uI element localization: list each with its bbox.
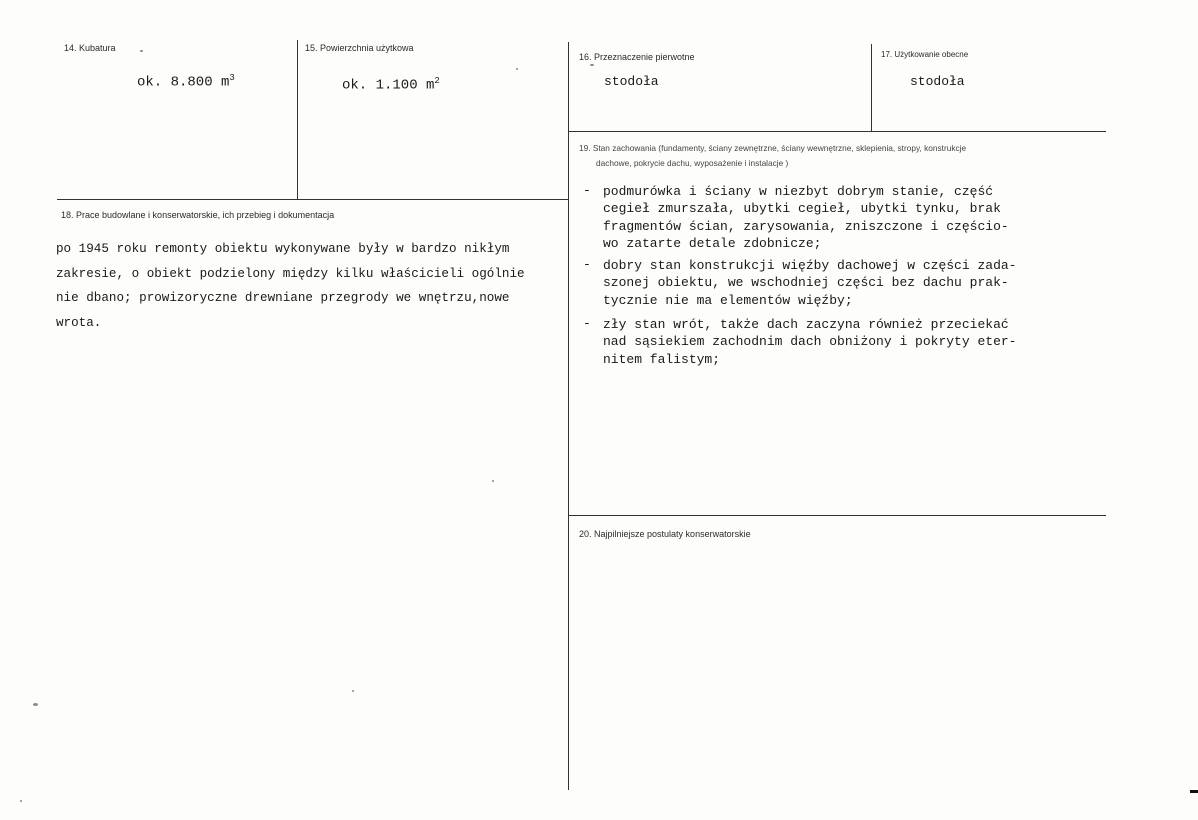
field-19-item-line: tycznie nie ma elementów więźby; [603, 292, 853, 308]
scan-speck [140, 50, 143, 52]
field-15-label: 15. Powierzchnia użytkowa [305, 43, 414, 53]
field-19-item-dash: - [583, 316, 591, 331]
field-18-label: 18. Prace budowlane i konserwatorskie, ich przebieg i dokumentacja [61, 210, 335, 220]
field-19-item-line: fragmentów ścian, zarysowania, zniszczone i częścio- [603, 218, 1009, 234]
field-14-value-sup: 3 [229, 73, 235, 83]
scan-speck [352, 690, 354, 692]
field-15-value-sup: 2 [434, 76, 440, 86]
field-19-item-line: zły stan wrót, także dach zaczyna również przeciekać [603, 317, 1009, 332]
field-14-value-text: ok. 8.800 m [137, 74, 230, 91]
field-15-value-text: ok. 1.100 m [342, 77, 435, 94]
field-19-item [583, 183, 1063, 253]
field-19-item-line: cegieł zmurszała, ubytki cegieł, ubytki tynku, brak [603, 201, 1001, 217]
divider-h-19-20 [569, 515, 1106, 516]
scan-speck [590, 64, 594, 66]
field-19-label-line2: dachowe, pokrycie dachu, wyposażenie i instalacje ) [596, 158, 789, 168]
field-19-item-line: nitem falistym; [603, 351, 721, 367]
field-19-item-line: szonej obiektu, we wschodniej części bez dachu prak- [603, 275, 1009, 291]
field-14-value [137, 73, 235, 91]
field-19-item-line: dobry stan konstrukcji więźby dachowej w części zada- [603, 258, 1017, 273]
field-20-label: 20. Najpilniejsze postulaty konserwatorskie [579, 529, 751, 539]
field-19-item-line: nad sąsiekiem zachodnim dach obniżony i pokryty eter- [603, 334, 1017, 350]
field-19-label-line1: 19. Stan zachowania (fundamenty, ściany zewnętrzne, ściany wewnętrzne, sklepienia, stropy, konstrukcje [579, 143, 967, 153]
divider-v-middle [568, 42, 569, 790]
scan-speck [20, 800, 22, 802]
field-18-line: zakresie, o obiekt podzielony między kilku właścicieli ogólnie [56, 266, 525, 281]
field-19-item [583, 257, 1063, 309]
field-18-line: wrota. [56, 315, 102, 330]
scan-speck [492, 480, 494, 482]
divider-h-top-right [569, 131, 1106, 132]
field-19-item-dash: - [583, 183, 591, 198]
scan-speck [33, 703, 38, 706]
field-18-text [56, 237, 525, 335]
field-19-item-line: wo zatarte detale zdobnicze; [603, 236, 822, 252]
field-18-line: nie dbano; prowizoryczne drewniane przegrody we wnętrzu,nowe [56, 291, 510, 305]
scan-speck [1190, 790, 1198, 793]
field-19-item [583, 316, 1063, 368]
field-16-value: stodoła [604, 74, 659, 89]
field-16-label: 16. Przeznaczenie pierwotne [579, 52, 695, 62]
divider-v-16-17 [871, 44, 872, 131]
field-19-item-line: podmurówka i ściany w niezbyt dobrym stanie, część [603, 184, 994, 199]
field-18-line: po 1945 roku remonty obiektu wykonywane były w bardzo nikłym [56, 242, 510, 256]
field-17-label: 17. Użytkowanie obecne [881, 50, 969, 59]
field-19-item-dash: - [583, 257, 591, 272]
divider-v-14-15 [297, 40, 298, 200]
field-14-label: 14. Kubatura [64, 43, 116, 53]
field-17-value: stodoła [910, 74, 965, 89]
divider-h-top-left [57, 199, 569, 200]
field-15-value [342, 76, 440, 94]
scan-speck [516, 68, 518, 70]
